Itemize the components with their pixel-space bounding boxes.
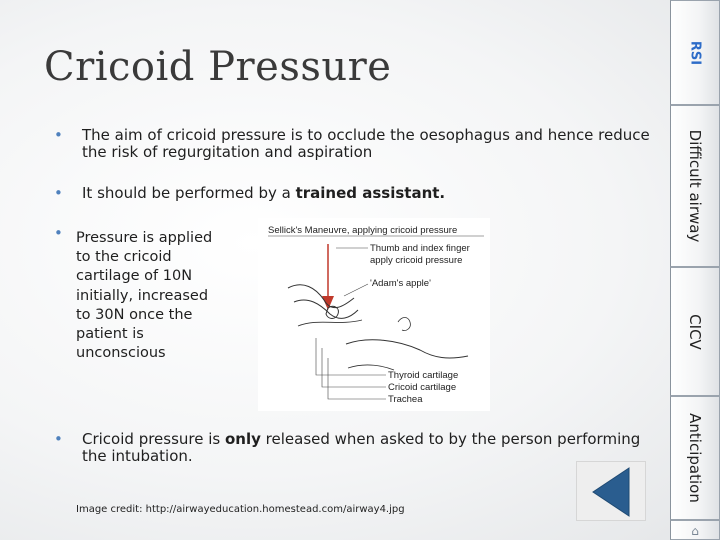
figure-label-thyroid: Thyroid cartilage	[388, 370, 459, 381]
tab-anticipation-label: Anticipation	[686, 413, 704, 503]
back-button[interactable]	[576, 461, 646, 521]
bullet-trained-prefix: It should be performed by a	[82, 184, 296, 202]
sellick-maneuvre-figure	[258, 218, 490, 411]
slide-title: Cricoid Pressure	[44, 44, 392, 90]
home-button[interactable]	[670, 520, 720, 540]
bullet-marker: •	[54, 126, 63, 144]
tab-anticipation[interactable]	[670, 396, 720, 520]
figure-label-thumb-1: Thumb and index finger	[370, 243, 470, 254]
figure-label-thumb-2: apply cricoid pressure	[370, 255, 463, 266]
bullet-marker: •	[54, 430, 63, 448]
home-icon: ⌂	[691, 524, 699, 538]
bullet-release-line2: the intubation.	[82, 447, 193, 465]
tab-rsi[interactable]	[670, 0, 720, 105]
bullet-aim-line2: the risk of regurgitation and aspiration	[82, 143, 373, 161]
bullet-marker: •	[54, 224, 63, 242]
tab-difficult-airway-label: Difficult airway	[686, 129, 704, 243]
bullet-release-suffix: released when asked to by the person performing	[260, 430, 641, 448]
tab-difficult-airway[interactable]	[670, 105, 720, 267]
tab-cicv-label: CICV	[686, 313, 704, 350]
figure-label-adams: 'Adam's apple'	[370, 278, 431, 289]
bullet-marker: •	[54, 184, 63, 202]
bullet-release-bold: only	[225, 430, 261, 448]
bullet-release	[54, 431, 654, 467]
figure-title: Sellick's Maneuvre, applying cricoid pressure	[268, 225, 458, 236]
tab-cicv[interactable]	[670, 267, 720, 396]
back-triangle-icon	[577, 462, 647, 522]
bullet-release-prefix: Cricoid pressure is	[82, 430, 225, 448]
image-credit: Image credit: http://airwayeducation.homestead.com/airway4.jpg	[76, 504, 405, 515]
bullet-trained-assistant	[54, 185, 494, 205]
sidebar	[670, 0, 720, 540]
tab-rsi-label: RSI	[687, 40, 703, 65]
bullet-pressure-text: Pressure is applied to the cricoid cartilage of 10N initially, increased to 30N once the patient is unconscious	[76, 230, 213, 362]
bullet-trained-bold: trained assistant.	[295, 184, 446, 202]
bullet-aim	[54, 127, 654, 163]
figure-label-cricoid: Cricoid cartilage	[388, 382, 457, 393]
figure-label-trachea: Trachea	[388, 394, 423, 405]
bullet-aim-line1: The aim of cricoid pressure is to occlude the oesophagus and hence reduce	[82, 126, 650, 144]
